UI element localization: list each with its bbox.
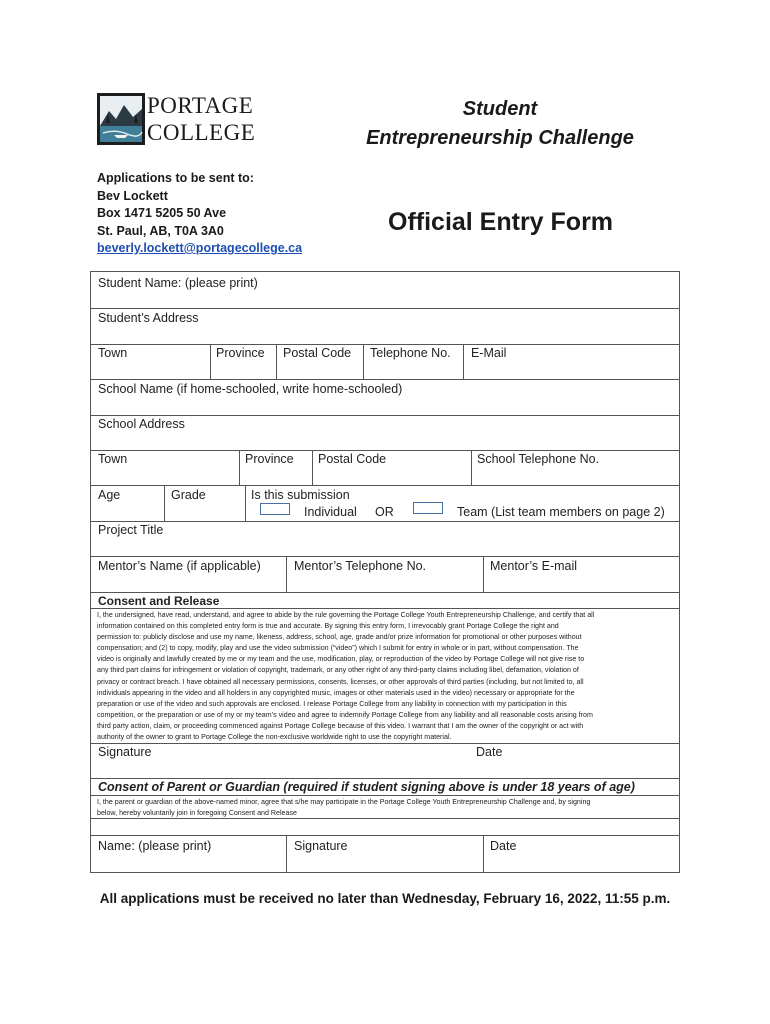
consent-line: compensation; and (2) to copy, modify, play and use the video submission (“video”) which I submit for entry in whole or in part, without compensation. The	[97, 644, 579, 653]
logo-text-college: COLLEGE	[147, 120, 256, 145]
consent-line: authority of the owner to grant to Portage College the non-exclusive worldwide right to use the copyright material.	[97, 733, 452, 742]
guardian-consent-text	[97, 797, 673, 819]
or-label: OR	[375, 505, 394, 519]
form-title: Official Entry Form	[388, 208, 614, 236]
consent-text	[97, 610, 673, 743]
logo-text-portage: PORTAGE	[147, 93, 254, 118]
province-field[interactable]: Province	[216, 346, 265, 360]
mentor-email-field[interactable]: Mentor’s E-mail	[490, 559, 578, 573]
team-checkbox[interactable]	[413, 502, 443, 514]
guardian-line: below, hereby voluntarily join in foregoing Consent and Release	[97, 809, 297, 818]
address-city: St. Paul, AB, T0A 3A0	[97, 224, 224, 238]
student-name-field[interactable]: Student Name: (please print)	[98, 276, 258, 290]
school-telephone-field[interactable]: School Telephone No.	[477, 452, 600, 466]
school-name-field[interactable]: School Name (if home-schooled, write home-schooled)	[98, 382, 403, 396]
entry-form-table	[90, 271, 680, 873]
consent-line: I, the undersigned, have read, understand, and agree to abide by the rule governing the Portage College Youth Entrepreneurship Challenge, and certify that all	[97, 611, 595, 619]
postal-code-field[interactable]: Postal Code	[283, 346, 352, 360]
consent-line: any third part claims for infringement or violation of copyright, trademark, or any other right of any third-party claims including libel, defamation, violation of	[97, 666, 579, 675]
guardian-consent-title: Consent of Parent or Guardian (required if student signing above is under 18 years of age)	[98, 780, 635, 794]
individual-checkbox[interactable]	[260, 503, 290, 515]
grade-field[interactable]: Grade	[171, 488, 206, 502]
address-email-link[interactable]: beverly.lockett@portagecollege.ca	[97, 241, 303, 255]
address-contact-name: Bev Lockett	[97, 189, 168, 203]
age-field[interactable]: Age	[98, 488, 121, 502]
guardian-date-field[interactable]: Date	[490, 839, 517, 853]
telephone-field[interactable]: Telephone No.	[370, 346, 451, 360]
address-street: Box 1471 5205 50 Ave	[97, 206, 227, 220]
school-address-field[interactable]: School Address	[98, 417, 185, 431]
signature-field[interactable]: Signature	[98, 745, 152, 759]
guardian-name-field[interactable]: Name: (please print)	[98, 839, 212, 853]
consent-line: preparation or use of the video and such approvals are enclosed. I release Portage College from any liability in connection with my participation in this	[97, 699, 567, 708]
address-heading: Applications to be sent to:	[97, 171, 254, 185]
header-title-line2: Entrepreneurship Challenge	[366, 127, 634, 149]
consent-line: individuals appearing in the video and all holders in any copyrighted music, images or other materials used in the video) necessary or appropriate for the	[97, 688, 575, 697]
mentor-telephone-field[interactable]: Mentor’s Telephone No.	[294, 559, 427, 573]
consent-line: information contained on this completed entry form is true and accurate. By signing this entry form, I irrevocably grant Portage College the right and	[97, 622, 559, 631]
header-title-line1: Student	[462, 98, 538, 120]
portage-college-logo	[97, 92, 277, 148]
deadline-notice: All applications must be received no later than Wednesday, February 16, 2022, 11:55 p.m.	[99, 891, 671, 906]
student-address-field[interactable]: Student’s Address	[98, 311, 199, 325]
guardian-signature-field[interactable]: Signature	[294, 839, 348, 853]
town-field[interactable]: Town	[98, 346, 128, 360]
consent-line: video is originally and lawfully created by me or my team and the use, modification, play, or reproduction of the video by Portage College will not give rise to	[97, 655, 585, 664]
college-crest-icon	[97, 93, 145, 145]
team-label: Team (List team members on page 2)	[457, 505, 665, 519]
consent-line: permission to: publicly disclose and use my name, likeness, address, school, age, grade and/or prize information for promotional or other purposes without	[97, 633, 582, 642]
consent-line: competition, or the preparation or use of my or my team’s video and agree to indemnify Portage College from any liability and all reasonable costs arising from	[97, 710, 593, 719]
project-title-field[interactable]: Project Title	[98, 523, 164, 537]
school-postal-code-field[interactable]: Postal Code	[318, 452, 387, 466]
consent-title: Consent and Release	[98, 594, 220, 608]
individual-label: Individual	[304, 505, 357, 519]
date-field[interactable]: Date	[476, 745, 503, 759]
school-town-field[interactable]: Town	[98, 452, 128, 466]
consent-line: third party action, claim, or proceeding commenced against Portage College because of this video. I warrant that I am the owner of the copyright or act with	[97, 721, 584, 730]
school-province-field[interactable]: Province	[245, 452, 294, 466]
consent-line: privacy or contract breach. I have obtained all necessary permissions, consents, licenses, or other approvals of third parties (including, but not limited to, all	[97, 677, 584, 686]
email-field[interactable]: E-Mail	[471, 346, 507, 360]
submission-question: Is this submission	[251, 488, 350, 502]
mentor-name-field[interactable]: Mentor’s Name (if applicable)	[98, 559, 261, 573]
guardian-line: I, the parent or guardian of the above-named minor, agree that s/he may participate in the Portage College Youth Entrepreneurship Challenge and, by signing	[97, 798, 591, 806]
